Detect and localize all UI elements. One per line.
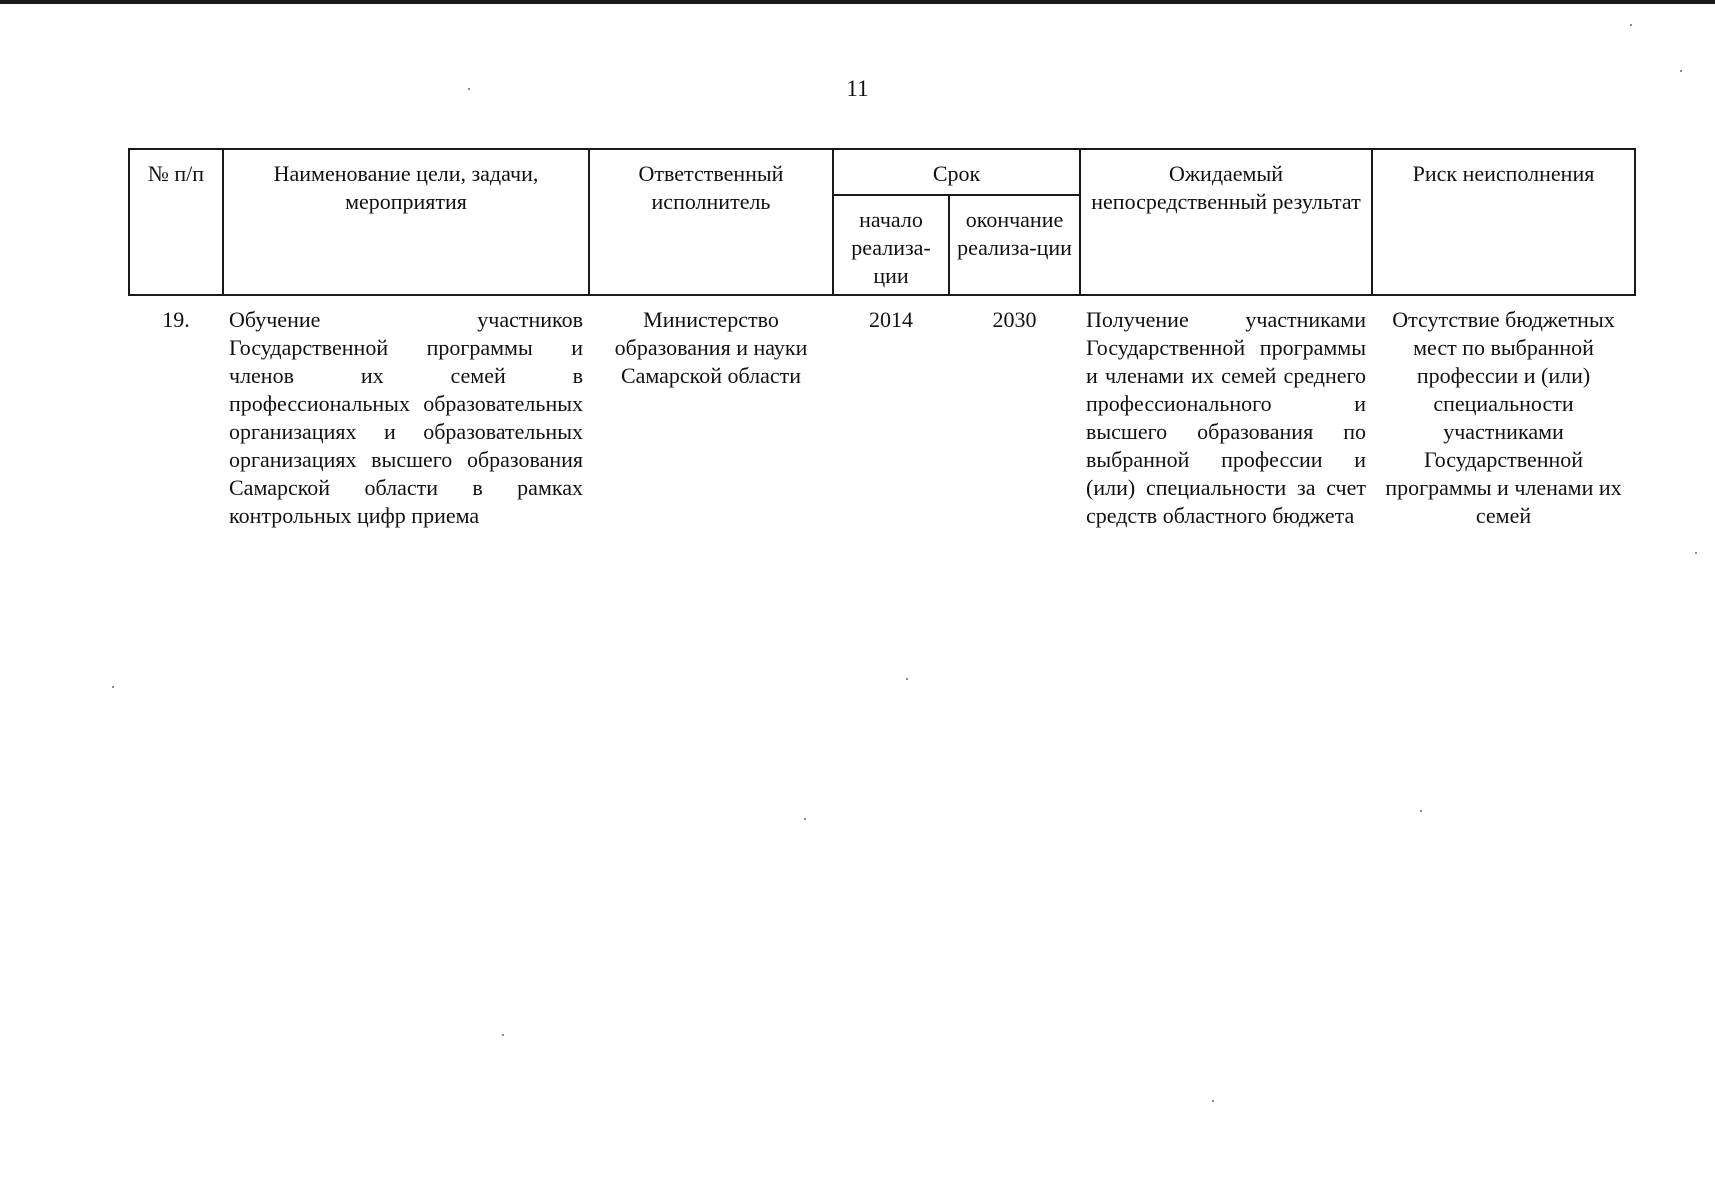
header-name: Наименование цели, задачи, мероприятия xyxy=(223,149,589,295)
scan-speck xyxy=(1212,1100,1214,1102)
scan-speck xyxy=(468,88,470,90)
scan-speck xyxy=(804,818,806,820)
row-risk: Отсутствие бюджетных мест по выбранной профессии и (или) специальности участниками Государственной программы и членами их семей xyxy=(1385,307,1622,528)
row-start-year: 2014 xyxy=(869,307,913,332)
scan-speck xyxy=(1420,810,1422,812)
header-executor: Ответственный исполнитель xyxy=(589,149,833,295)
program-activities-table xyxy=(128,148,1636,536)
table-row xyxy=(129,295,1635,536)
row-name: Обучение участников Государственной программы и членов их семей в профессиональных образовательных организациях и образовательных организациях высшего образования Самарской области в рамках контрольных цифр приема xyxy=(229,307,583,528)
header-term-end: окончание реализа-ции xyxy=(949,195,1080,295)
scan-speck xyxy=(1630,24,1632,26)
scan-speck xyxy=(906,678,908,680)
page-number: 11 xyxy=(846,76,869,101)
table-header-row xyxy=(129,149,1635,195)
header-num: № п/п xyxy=(129,149,223,295)
scan-speck xyxy=(112,686,114,688)
header-risk: Риск неисполнения xyxy=(1372,149,1635,295)
scan-speck xyxy=(1695,552,1697,554)
row-result: Получение участниками Государственной программы и членами их семей среднего профессионального и высшего образования по выбранной профессии и (или) специальности за счет средств областного бюджета xyxy=(1086,307,1366,528)
scan-top-edge xyxy=(0,0,1715,4)
row-executor: Министерство образования и науки Самарской области xyxy=(614,307,808,388)
header-result: Ожидаемый непосредственный результат xyxy=(1080,149,1372,295)
header-term: Срок xyxy=(833,149,1080,195)
row-end-year: 2030 xyxy=(992,307,1037,332)
row-num: 19. xyxy=(162,307,190,332)
header-term-start: начало реализа-ции xyxy=(833,195,949,295)
scan-speck xyxy=(1680,70,1682,72)
scan-speck xyxy=(502,1034,504,1036)
